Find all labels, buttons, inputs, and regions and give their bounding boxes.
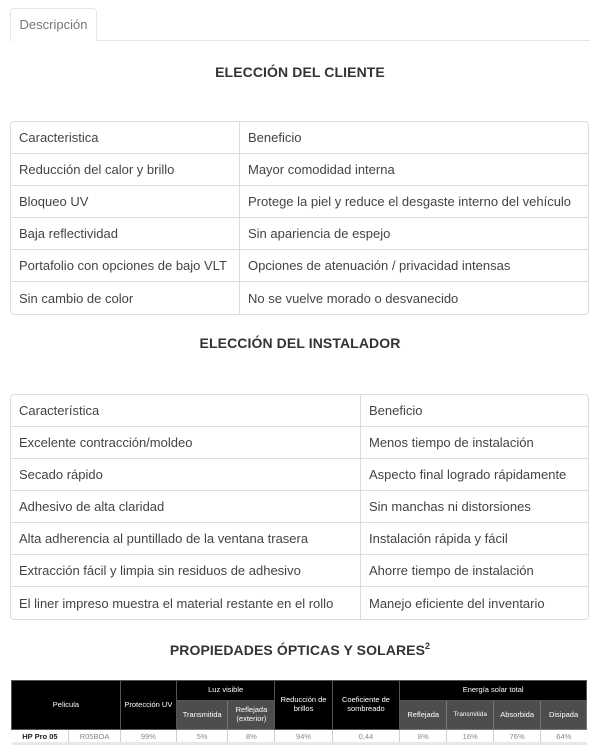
table-row — [11, 523, 588, 555]
header-vl-transmitida: Transmitida — [176, 701, 228, 730]
reduccion-value: 94% — [275, 730, 332, 744]
table-row — [11, 186, 588, 218]
table-row — [11, 459, 588, 491]
benefit-cell: Ahorre tiempo de instalación — [361, 555, 588, 587]
table-row — [11, 555, 588, 587]
installer-features-table — [10, 394, 589, 620]
feature-cell: Adhesivo de alta claridad — [11, 491, 361, 523]
coeficiente-value: 0,44 — [332, 730, 400, 744]
header-vl-reflejada: Reflejada (exterior) — [228, 701, 275, 730]
table-header-row — [11, 122, 588, 154]
header-pelicula: Pelicula — [12, 681, 121, 730]
optical-section-title — [0, 641, 600, 658]
benefit-cell: Sin apariencia de espejo — [240, 218, 588, 250]
e-absorbida-value: 76% — [494, 730, 541, 744]
benefit-cell: No se vuelve morado o desvanecido — [248, 290, 459, 306]
benefit-cell: Menos tiempo de instalación — [361, 427, 588, 459]
benefit-cell: Opciones de atenuación / privacidad intensas — [240, 250, 588, 282]
table-row — [11, 282, 588, 314]
table-row — [12, 730, 587, 744]
table-row — [11, 587, 588, 619]
header-luz-visible: Luz visible — [176, 681, 274, 701]
optical-title-text: PROPIEDADES ÓPTICAS Y SOLARES — [169, 642, 426, 658]
film-name: HP Pro 05 — [12, 730, 69, 744]
tab-bar — [10, 0, 590, 41]
header-e-reflejada: Reflejada — [400, 701, 447, 730]
feature-cell: Secado rápido — [11, 459, 361, 491]
table-row — [11, 250, 588, 282]
header-beneficio: Beneficio — [240, 122, 588, 154]
e-reflejada-value: 8% — [400, 730, 447, 744]
vl-transmitida-value: 5% — [176, 730, 228, 744]
vl-reflejada-value: 8% — [228, 730, 275, 744]
benefit-cell: Manejo eficiente del inventario — [369, 595, 545, 611]
table-row — [11, 218, 588, 250]
feature-cell: Reducción del calor y brillo — [11, 154, 240, 186]
uv-value: 99% — [120, 730, 176, 744]
header-proteccion-uv: Protección UV — [120, 681, 176, 730]
feature-cell: Extracción fácil y limpia sin residuos de adhesivo — [11, 555, 361, 587]
benefit-cell: Instalación rápida y fácil — [361, 523, 588, 555]
header-e-disipada: Disipada — [541, 701, 587, 730]
installer-section-title: ELECCIÓN DEL INSTALADOR — [199, 335, 401, 351]
benefit-cell: Sin manchas ni distorsiones — [361, 491, 588, 523]
benefit-cell: Protege la piel y reduce el desgaste interno del vehículo — [240, 186, 588, 218]
header-e-absorbida: Absorbida — [494, 701, 541, 730]
table-row — [11, 154, 588, 186]
benefit-cell: Mayor comodidad interna — [240, 154, 588, 186]
film-code: R05BOA — [69, 730, 121, 744]
feature-cell: El liner impreso muestra el material restante en el rollo — [11, 587, 361, 619]
footnote-marker: 2 — [425, 641, 431, 651]
e-disipada-value: 64% — [541, 730, 587, 744]
feature-cell: Baja reflectividad — [11, 218, 240, 250]
e-transmitida-value: 16% — [447, 730, 494, 744]
optical-properties-table — [11, 680, 587, 745]
feature-cell: Bloqueo UV — [11, 186, 240, 218]
table-row — [11, 491, 588, 523]
client-features-table — [10, 121, 589, 315]
client-section-title: ELECCIÓN DEL CLIENTE — [215, 64, 385, 80]
feature-cell: Excelente contracción/moldeo — [11, 427, 361, 459]
tab-descripcion[interactable]: Descripción — [10, 8, 97, 42]
feature-cell: Sin cambio de color — [11, 282, 240, 314]
header-caracteristica: Caracteristica — [11, 122, 240, 154]
header-caracteristica: Característica — [11, 395, 361, 427]
header-e-transmitida: Transmitida — [447, 701, 494, 730]
feature-cell: Portafolio con opciones de bajo VLT — [11, 250, 240, 282]
header-energia-solar-total: Energía solar total — [400, 681, 587, 701]
header-coeficiente-sombreado: Coeficiente de sombreado — [332, 681, 400, 730]
feature-cell: Alta adherencia al puntillado de la ventana trasera — [11, 523, 361, 555]
header-beneficio: Beneficio — [361, 395, 588, 427]
benefit-cell: Aspecto final logrado rápidamente — [361, 459, 588, 491]
table-header-row — [11, 395, 588, 427]
header-reduccion-brillos: Reducción de brillos — [275, 681, 332, 730]
table-row — [11, 427, 588, 459]
